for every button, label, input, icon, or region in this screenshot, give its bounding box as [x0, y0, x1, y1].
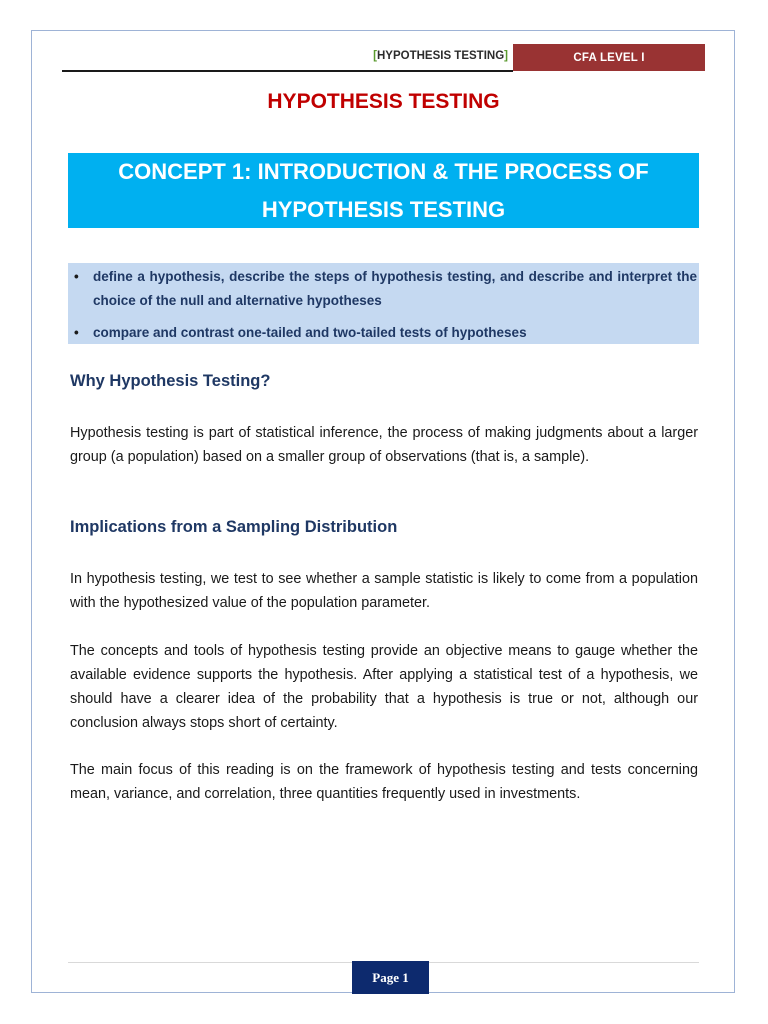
- header-rule: [62, 70, 513, 72]
- concept-banner: [68, 153, 699, 228]
- objective-text: compare and contrast one-tailed and two-tailed tests of hypotheses: [93, 325, 527, 340]
- bullet-icon: •: [74, 269, 79, 284]
- learning-objectives: [68, 263, 699, 344]
- header-section-text: HYPOTHESIS TESTING: [376, 50, 505, 62]
- concept-title-line-2: HYPOTHESIS TESTING: [261, 197, 506, 222]
- implications-heading: Implications from a Sampling Distribution: [70, 518, 398, 536]
- header-bracket-open: [: [373, 50, 377, 62]
- header-bracket-close: ]: [504, 50, 508, 62]
- objective-item: [68, 265, 699, 313]
- header-section-label: [300, 50, 508, 62]
- document-title: HYPOTHESIS TESTING: [267, 90, 500, 113]
- page-number-badge: Page 1: [352, 961, 429, 994]
- objective-text: define a hypothesis, describe the steps of hypothesis testing, and describe and interpret the choice of the null and alternative hypotheses: [93, 269, 697, 308]
- concept-title-line-1: CONCEPT 1: INTRODUCTION & THE PROCESS OF: [118, 159, 649, 184]
- implications-paragraph-1: In hypothesis testing, we test to see whether a sample statistic is likely to come from a population with the hypothesized value of the population parameter.: [70, 571, 698, 611]
- objective-item: [68, 321, 699, 345]
- implications-paragraph-3: The main focus of this reading is on the framework of hypothesis testing and tests concerning mean, variance, and correlation, three quantities frequently used in investments.: [70, 762, 698, 802]
- bullet-icon: •: [74, 325, 79, 340]
- level-badge: CFA LEVEL I: [513, 44, 705, 71]
- why-paragraph: Hypothesis testing is part of statistical inference, the process of making judgments about a larger group (a population) based on a smaller group of observations (that is, a sample).: [70, 425, 698, 465]
- why-heading: Why Hypothesis Testing?: [70, 372, 271, 390]
- implications-paragraph-2: The concepts and tools of hypothesis testing provide an objective means to gauge whether the available evidence supports the hypothesis. After applying a statistical test of a hypothesis, we should have a clearer idea of the probability that a hypothesis is true or not, although our conclusion always stops short of certainty.: [70, 643, 698, 731]
